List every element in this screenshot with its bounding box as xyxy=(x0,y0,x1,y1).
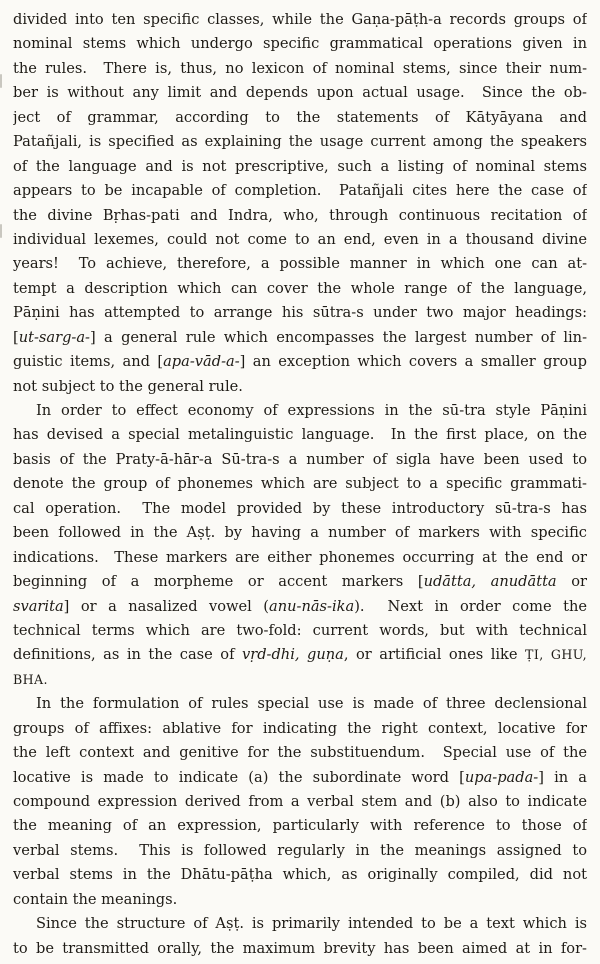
text-line xyxy=(13,130,587,154)
text-line xyxy=(13,32,587,56)
italic-term: ut-sarg-a- xyxy=(18,328,90,346)
text-segment: to be transmitted orally, the maximum brevity has been aimed at in for- xyxy=(13,939,587,957)
text-line xyxy=(13,668,587,692)
text-segment: ject of grammar, according to the statements of Kātyāyana and xyxy=(13,108,587,126)
text-line xyxy=(13,375,587,399)
text-line xyxy=(13,692,587,716)
text-segment: compound expression derived from a verbal stem and (b) also to indicate xyxy=(13,793,587,810)
text-line xyxy=(13,570,587,594)
text-line xyxy=(13,497,587,521)
text-line xyxy=(13,423,587,447)
text-line xyxy=(13,839,587,863)
text-segment: contain the meanings. xyxy=(13,890,178,908)
text-segment: tempt a description which can cover the whole range of the language, xyxy=(13,279,587,297)
text-segment: groups of affixes: ablative for indicating the right context, locative for xyxy=(13,719,587,737)
text-segment: ber is without any limit and depends upon actual usage. Since the ob- xyxy=(13,84,587,102)
text-segment: indications. These markers are either phonemes occurring at the end or xyxy=(13,548,587,566)
text-segment: not subject to the general rule. xyxy=(13,377,243,395)
italic-term: vṛd-dhi, guṇa xyxy=(241,646,344,664)
text-segment: individual lexemes, could not come to an end, even in a thousand divine xyxy=(13,230,587,248)
text-line xyxy=(13,619,587,643)
text-segment: Patañjali, is specified as explaining the usage current among the speakers xyxy=(13,133,587,151)
text-line xyxy=(13,448,587,472)
text-segment: Pāṇini has attempted to arrange his sūtra-s under two major headings: xyxy=(13,304,587,322)
italic-term: svarita xyxy=(13,597,64,615)
text-segment: divided into ten specific classes, while the Gaṇa-pāṭh-a records groups of xyxy=(13,11,587,28)
smallcaps-term: ṬI, GHU, xyxy=(525,647,587,663)
text-line xyxy=(13,399,587,423)
text-line xyxy=(13,521,587,545)
text-segment: ] an exception which covers a smaller group xyxy=(239,353,587,371)
text-segment: or xyxy=(556,573,587,591)
text-segment: ] in a xyxy=(538,768,587,786)
text-line xyxy=(13,912,587,936)
text-segment: the divine Bṛhas-pati and Indra, who, through continuous recitation of xyxy=(13,206,587,224)
smallcaps-term: BHA. xyxy=(13,671,48,687)
text-segment: locative is made to indicate (a) the subordinate word [ xyxy=(13,768,465,786)
text-line xyxy=(13,8,587,32)
text-segment: verbal stems. This is followed regularly in the meanings assigned to xyxy=(13,841,587,859)
text-line xyxy=(13,741,587,765)
text-line xyxy=(13,814,587,838)
text-segment: nominal stems which undergo specific grammatical operations given in xyxy=(13,35,587,53)
scan-artifact xyxy=(0,74,2,88)
text-line xyxy=(13,863,587,887)
text-line xyxy=(13,204,587,228)
text-line xyxy=(13,643,587,667)
text-line xyxy=(13,252,587,276)
text-line xyxy=(13,277,587,301)
text-line xyxy=(13,937,587,961)
text-segment: cal operation. The model provided by these introductory sū-tra-s has xyxy=(13,499,587,517)
text-segment: In the formulation of rules special use is made of three declensional xyxy=(36,695,587,713)
text-line xyxy=(13,155,587,179)
text-line xyxy=(13,472,587,496)
text-segment: been followed in the Aṣṭ. by having a number of markers with specific xyxy=(13,524,587,542)
text-segment: ] or a nasalized vowel ( xyxy=(63,597,270,615)
text-segment: denote the group of phonemes which are subject to a specific grammati- xyxy=(13,475,587,493)
text-segment: has devised a special metalinguistic language. In the first place, on the xyxy=(13,426,587,444)
text-line xyxy=(13,179,587,203)
text-segment: guistic items, and [ xyxy=(13,353,164,371)
text-segment: definitions, as in the case of xyxy=(13,646,242,664)
text-segment: the left context and genitive for the substituendum. Special use of the xyxy=(13,744,587,762)
text-line xyxy=(13,717,587,741)
text-segment: basis of the Praty-ā-hār-a Sū-tra-s a number of sigla have been used to xyxy=(13,450,587,468)
scan-artifact xyxy=(0,224,2,238)
text-segment: of the language and is not prescriptive, such a listing of nominal stems xyxy=(13,157,587,175)
text-line xyxy=(13,888,587,912)
page-text xyxy=(13,8,587,961)
text-line xyxy=(13,766,587,790)
text-line xyxy=(13,350,587,374)
text-segment: years! To achieve, therefore, a possible manner in which one can at- xyxy=(13,255,587,273)
text-segment: In order to effect economy of expressions in the sū-tra style Pāṇini xyxy=(36,402,587,419)
text-line xyxy=(13,546,587,570)
text-line xyxy=(13,790,587,814)
text-segment: the meaning of an expression, particularly with reference to those of xyxy=(13,817,587,835)
text-segment: [ xyxy=(13,328,19,346)
italic-term: apa-vād-a- xyxy=(163,353,240,371)
italic-term: udātta, anudātta xyxy=(423,573,557,591)
text-segment: , or artificial ones like xyxy=(343,646,526,664)
text-segment: beginning of a morpheme or accent markers [ xyxy=(13,573,424,591)
text-line xyxy=(13,595,587,619)
text-segment: verbal stems in the Dhātu-pāṭha which, as originally compiled, did not xyxy=(13,866,587,884)
text-segment: appears to be incapable of completion. Patañjali cites here the case of xyxy=(13,182,587,200)
text-segment: ] a general rule which encompasses the largest number of lin- xyxy=(89,328,587,346)
text-line xyxy=(13,57,587,81)
text-line xyxy=(13,326,587,350)
text-segment: technical terms which are two-fold: current words, but with technical xyxy=(13,621,587,639)
text-segment: Since the structure of Aṣṭ. is primarily intended to be a text which is xyxy=(36,915,587,933)
text-line xyxy=(13,81,587,105)
text-segment: the rules. There is, thus, no lexicon of nominal stems, since their num- xyxy=(13,59,587,77)
text-line xyxy=(13,301,587,325)
italic-term: anu-nās-ika xyxy=(269,597,355,615)
italic-term: upa-pada- xyxy=(464,768,539,786)
text-segment: ). Next in order come the xyxy=(354,597,587,615)
text-line xyxy=(13,228,587,252)
text-line xyxy=(13,106,587,130)
